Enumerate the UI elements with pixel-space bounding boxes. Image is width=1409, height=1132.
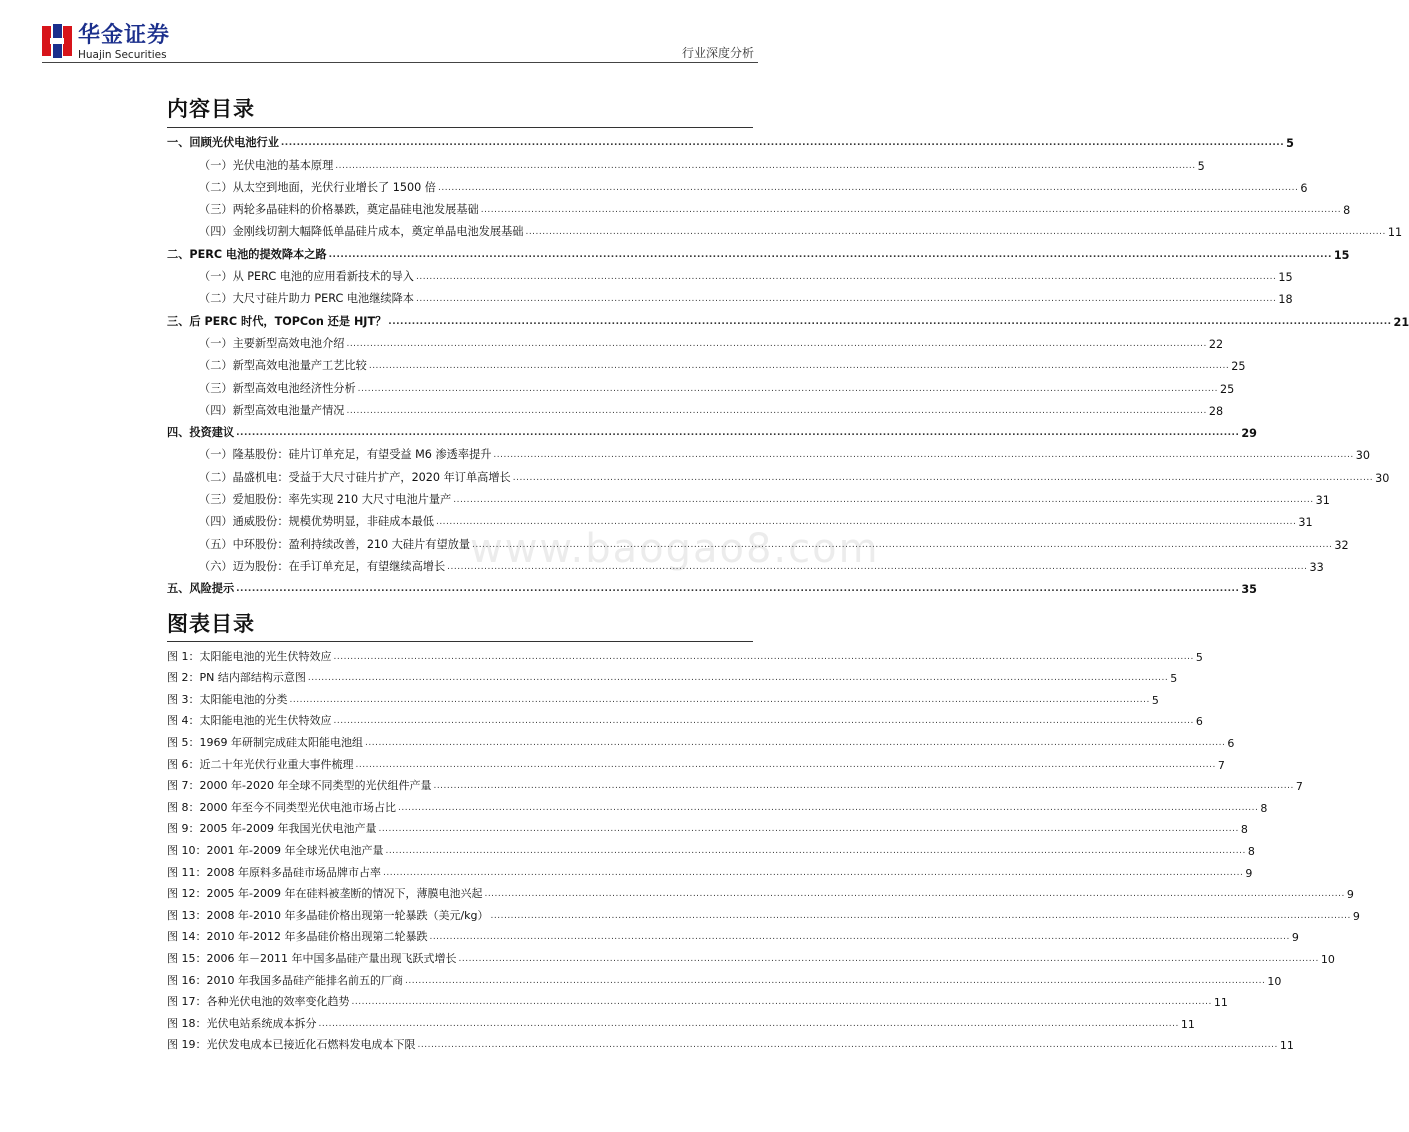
toc-entry-label: （四）新型高效电池量产情况 [199, 403, 345, 417]
toc-entry-page: 15 [1278, 271, 1293, 285]
figure-entry-page: 6 [1195, 715, 1203, 729]
figure-entry-page: 7 [1295, 780, 1303, 794]
figure-entry-label: 图 10：2001 年-2009 年全球光伏电池产量 [167, 843, 384, 857]
toc-entry-page: 11 [1387, 226, 1403, 240]
figure-entry[interactable] [167, 793, 1268, 815]
logo-chinese-name: 华金证券 [78, 23, 171, 48]
toc-entry[interactable] [167, 217, 1403, 240]
dot-leader [525, 225, 1385, 239]
dot-leader [358, 382, 1218, 396]
toc-entry[interactable] [167, 329, 1224, 351]
dot-leader [319, 1017, 1179, 1031]
toc-entry-page: 29 [1241, 427, 1257, 441]
figure-entry-page: 11 [1213, 996, 1228, 1010]
header-divider [42, 62, 758, 63]
figure-entry[interactable] [167, 750, 1225, 772]
dot-leader [352, 995, 1212, 1009]
dot-leader [481, 203, 1341, 217]
dot-leader [493, 448, 1353, 462]
toc-entry-label: 一、回顾光伏电池行业 [167, 136, 279, 150]
toc-entry[interactable] [167, 418, 1257, 441]
dot-leader [385, 844, 1245, 858]
toc-entry[interactable] [167, 373, 1235, 396]
dot-leader [484, 887, 1344, 901]
dot-leader [418, 1038, 1278, 1052]
figure-entry-label: 图 1：太阳能电池的光生伏特效应 [167, 649, 332, 663]
toc-entry[interactable] [167, 306, 1409, 329]
toc-entry-label: （一）从 PERC 电池的应用看新技术的导入 [199, 270, 414, 284]
toc-entry-page: 35 [1241, 583, 1257, 597]
toc-title: 内容目录 [167, 97, 255, 121]
figure-entry-label: 图 16：2010 年我国多晶硅产能排名前五的厂商 [167, 973, 403, 987]
figure-entry[interactable] [167, 772, 1303, 794]
dot-leader [453, 493, 1313, 507]
figure-entry-label: 图 5：1969 年研制完成硅太阳能电池组 [167, 735, 363, 749]
page-header [0, 0, 800, 66]
dot-leader [335, 159, 1195, 173]
figure-entry[interactable] [167, 988, 1228, 1010]
figure-entry-page: 7 [1217, 758, 1225, 772]
figure-entry[interactable] [167, 901, 1360, 923]
dot-leader [334, 714, 1194, 728]
dot-leader [281, 136, 1284, 150]
figure-entry-page: 5 [1151, 693, 1159, 707]
dot-leader [416, 270, 1276, 284]
figure-entry-page: 11 [1279, 1039, 1294, 1053]
figure-entry-page: 10 [1320, 952, 1335, 966]
toc-entry[interactable] [167, 150, 1205, 173]
toc-entry-page: 30 [1355, 449, 1371, 463]
toc-entry-page: 8 [1343, 204, 1351, 218]
toc-entry-page: 5 [1286, 137, 1294, 151]
toc-entry-label: 二、PERC 电池的提效降本之路 [167, 247, 327, 261]
toc-entry-label: （二）从太空到地面，光伏行业增长了 1500 倍 [199, 180, 436, 194]
toc-entry[interactable] [167, 128, 1294, 151]
toc-entry-label: （二）大尺寸硅片助力 PERC 电池继续降本 [199, 292, 414, 306]
toc-entry[interactable] [167, 351, 1246, 374]
toc-entry-label: （六）迈为股份：在手订单充足，有望继续高增长 [199, 559, 446, 573]
toc-entry-page: 22 [1208, 337, 1224, 351]
figure-entry[interactable] [167, 728, 1235, 750]
toc-entry-page: 6 [1300, 181, 1308, 195]
toc-entry[interactable] [167, 195, 1351, 218]
dot-leader [491, 909, 1351, 923]
toc-entry-label: （四）通威股份：规模优势明显，非硅成本最低 [199, 515, 434, 529]
logo-english-name: Huajin Securities [78, 49, 167, 61]
toc-entry-label: （一）隆基股份：硅片订单充足，有望受益 M6 渗透率提升 [199, 448, 492, 462]
toc-entry[interactable] [167, 239, 1350, 262]
dot-leader [346, 404, 1206, 418]
figure-entry-page: 9 [1291, 931, 1299, 945]
dot-leader [369, 359, 1229, 373]
figure-entry-page: 8 [1240, 823, 1248, 837]
toc-entry-page: 31 [1315, 494, 1330, 508]
toc-entry-label: （三）爱旭股份：率先实现 210 大尺寸电池片量产 [199, 493, 452, 507]
figure-entry-page: 8 [1247, 844, 1255, 858]
figure-entry-page: 9 [1245, 866, 1253, 880]
figure-entry[interactable] [167, 858, 1253, 880]
figure-entry[interactable] [167, 1009, 1195, 1031]
dot-leader [438, 181, 1298, 195]
toc-entry-page: 33 [1309, 560, 1324, 574]
figure-entry-label: 图 19：光伏发电成本已接近化石燃料发电成本下限 [167, 1038, 416, 1052]
figure-entry[interactable] [167, 664, 1178, 686]
figure-entry-label: 图 11：2008 年原料多晶硅市场品牌市占率 [167, 865, 381, 879]
toc-entry-page: 21 [1393, 315, 1409, 329]
toc-entry-label: （一）光伏电池的基本原理 [199, 158, 334, 172]
figure-entry-label: 图 12：2005 年-2009 年在硅料被垄断的情况下，薄膜电池兴起 [167, 887, 483, 901]
figure-entry[interactable] [167, 815, 1248, 837]
toc-entry[interactable] [167, 462, 1390, 485]
toc-entry-page: 28 [1208, 404, 1224, 418]
toc-entry-page: 18 [1278, 293, 1293, 307]
figure-entry-page: 8 [1260, 801, 1268, 815]
figure-entry-label: 图 7：2000 年-2020 年全球不同类型的光伏组件产量 [167, 779, 432, 793]
figure-entry-label: 图 4：太阳能电池的光生伏特效应 [167, 714, 332, 728]
dot-leader [383, 866, 1243, 880]
figure-entry[interactable] [167, 966, 1282, 988]
dot-leader [405, 974, 1265, 988]
toc-entry-label: （四）金刚线切割大幅降低单晶硅片成本，奠定单晶电池发展基础 [199, 225, 524, 239]
toc-entry-page: 25 [1231, 360, 1246, 374]
toc-entry-page: 32 [1334, 538, 1349, 552]
figure-entry-label: 图 6：近二十年光伏行业重大事件梳理 [167, 757, 354, 771]
figure-entry[interactable] [167, 880, 1354, 902]
toc-entry[interactable] [167, 574, 1257, 597]
toc-entry-label: （一）主要新型高效电池介绍 [199, 336, 345, 350]
figures-list [167, 642, 1360, 1053]
toc-entry-label: （五）中环股份：盈利持续改善，210 大硅片有望放量 [199, 537, 471, 551]
figure-entry[interactable] [167, 923, 1299, 945]
dot-leader [513, 471, 1373, 485]
dot-leader [378, 822, 1238, 836]
toc-entry-page: 5 [1197, 159, 1205, 173]
figure-entry[interactable] [167, 1031, 1294, 1053]
figure-entry-label: 图 2：PN 结内部结构示意图 [167, 671, 306, 685]
figure-entry[interactable] [167, 944, 1335, 966]
toc-entry-label: （二）晶盛机电：受益于大尺寸硅片扩产，2020 年订单高增长 [199, 470, 511, 484]
dot-leader [236, 582, 1239, 596]
figure-entry-page: 5 [1170, 672, 1178, 686]
figure-entry[interactable] [167, 685, 1159, 707]
figure-entry[interactable] [167, 836, 1255, 858]
toc-entry[interactable] [167, 396, 1224, 418]
figure-entry-label: 图 8：2000 年至今不同类型光伏电池市场占比 [167, 800, 396, 814]
watermark-text: www.baogao8.com [470, 526, 880, 572]
dot-leader [334, 650, 1194, 664]
dot-leader [398, 801, 1258, 815]
company-logo [42, 24, 170, 61]
figure-entry-label: 图 17：各种光伏电池的效率变化趋势 [167, 995, 350, 1009]
toc-entry-label: 五、风险提示 [167, 582, 235, 596]
toc-entry[interactable] [167, 262, 1293, 285]
dot-leader [329, 248, 1332, 262]
figure-entry-page: 6 [1227, 736, 1235, 750]
figure-entry-page: 11 [1180, 1017, 1195, 1031]
figure-entry-page: 10 [1267, 974, 1282, 988]
figure-entry-label: 图 13：2008 年-2010 年多晶硅价格出现第一轮暴跌（美元/kg） [167, 908, 489, 922]
toc-entry-label: （三）两轮多晶硅料的价格暴跌，奠定晶硅电池发展基础 [199, 203, 479, 217]
dot-leader [416, 292, 1276, 306]
figure-entry-label: 图 9：2005 年-2009 年我国光伏电池产量 [167, 822, 377, 836]
figure-entry[interactable] [167, 707, 1203, 729]
report-type-label: 行业深度分析 [681, 46, 754, 60]
toc-entry[interactable] [167, 440, 1371, 463]
figure-entry-label: 图 3：太阳能电池的分类 [167, 692, 288, 706]
figure-entry-label: 图 14：2010 年-2012 年多晶硅价格出现第二轮暴跌 [167, 930, 428, 944]
figure-entry-label: 图 15：2006 年－2011 年中国多晶硅产量出现飞跃式增长 [167, 951, 457, 965]
figure-entry[interactable] [167, 642, 1203, 664]
toc-entry[interactable] [167, 284, 1293, 307]
dot-leader [236, 426, 1239, 440]
toc-entry-label: 三、后 PERC 时代，TOPCon 还是 HJT？ [167, 314, 387, 328]
toc-entry-page: 30 [1375, 471, 1390, 485]
toc-entry-label: （三）新型高效电池经济性分析 [199, 381, 356, 395]
toc-entry-page: 31 [1298, 516, 1313, 530]
dot-leader [290, 693, 1150, 707]
toc-entry-page: 25 [1220, 382, 1235, 396]
toc-entry[interactable] [167, 173, 1308, 195]
toc-entry-label: （二）新型高效电池量产工艺比较 [199, 359, 367, 373]
toc-entry-label: 四、投资建议 [167, 426, 235, 440]
figure-entry-page: 5 [1195, 650, 1203, 664]
figure-entry-page: 9 [1346, 888, 1354, 902]
figure-entry-page: 9 [1352, 909, 1360, 923]
dot-leader [433, 779, 1293, 793]
dot-leader [429, 930, 1289, 944]
figures-title: 图表目录 [167, 612, 255, 636]
toc-entry-page: 15 [1333, 248, 1350, 262]
figure-entry-label: 图 18：光伏电站系统成本拆分 [167, 1016, 317, 1030]
dot-leader [308, 671, 1168, 685]
dot-leader [388, 315, 1391, 329]
dot-leader [365, 736, 1225, 750]
toc-entry[interactable] [167, 485, 1330, 508]
dot-leader [356, 758, 1216, 772]
dot-leader [458, 952, 1318, 966]
huajin-logo-icon [42, 24, 72, 58]
dot-leader [346, 337, 1206, 351]
